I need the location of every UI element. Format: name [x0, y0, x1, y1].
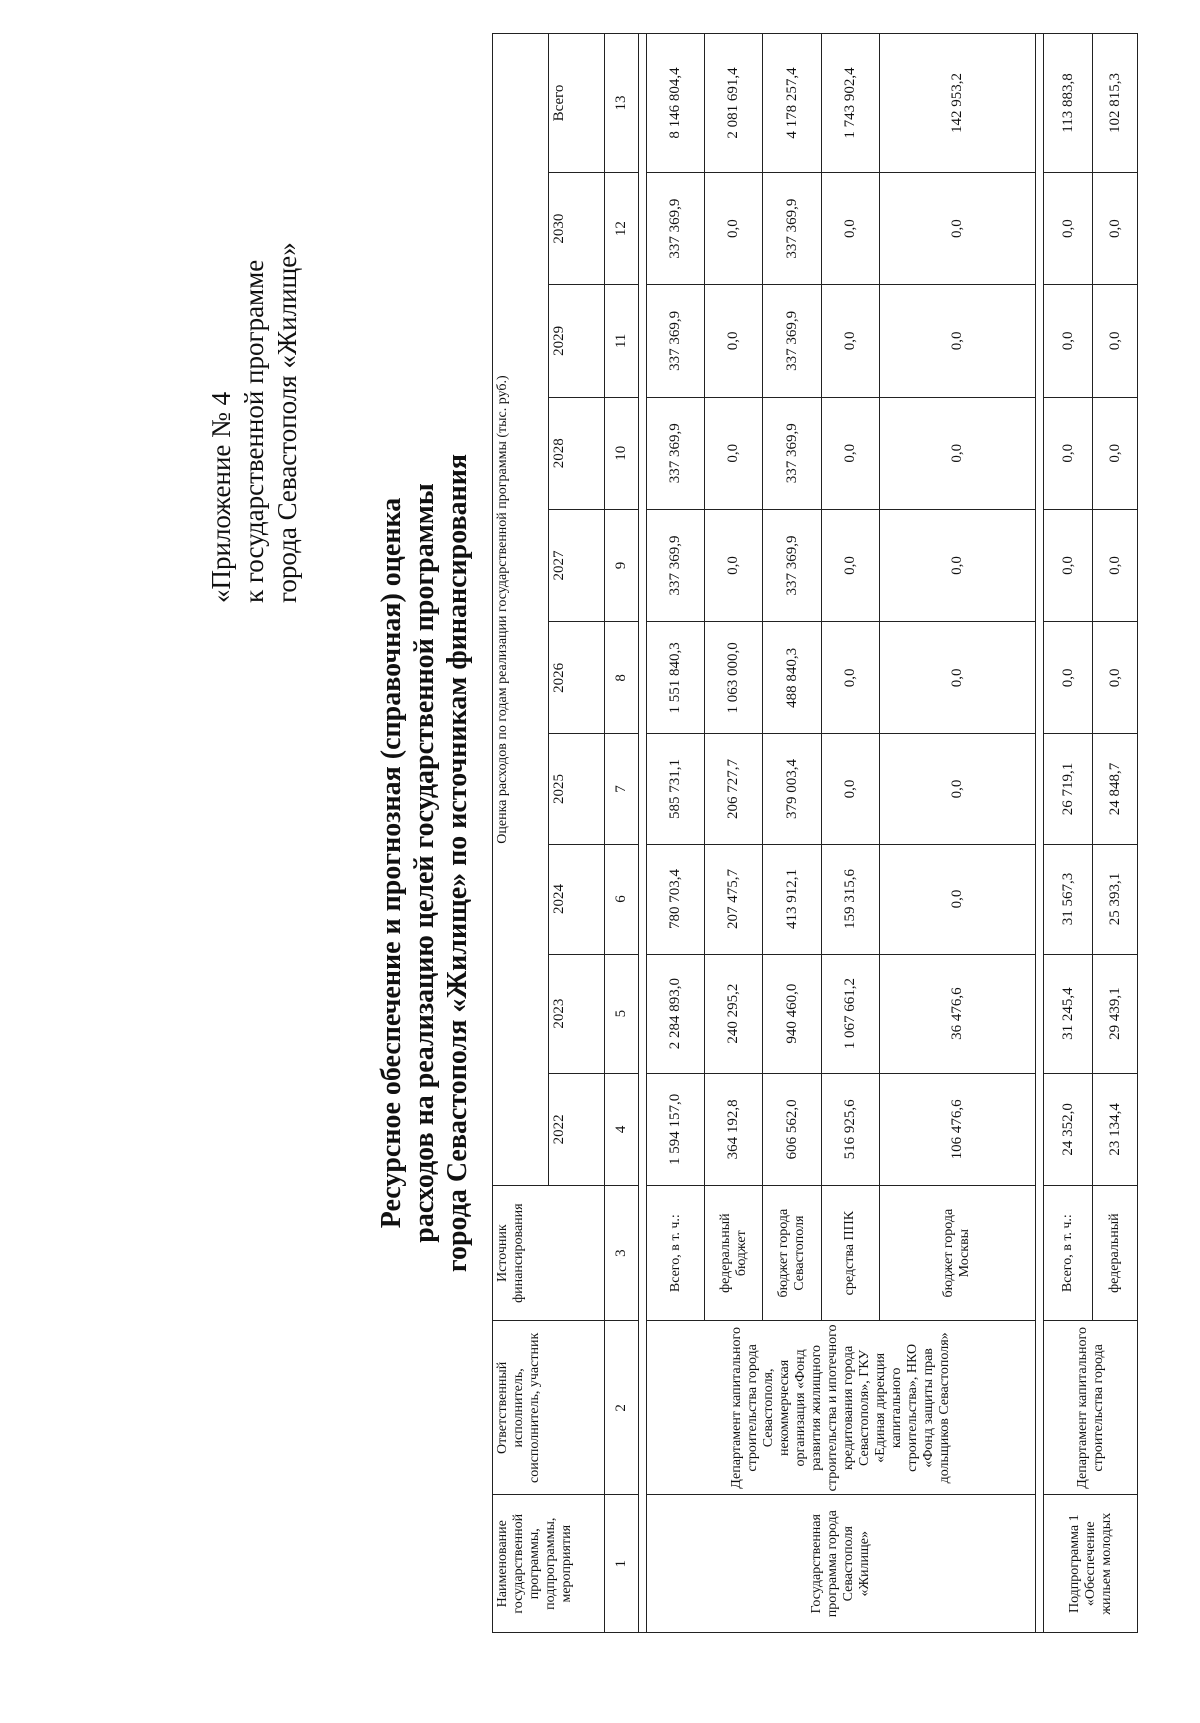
value-cell: 413 912,1 — [763, 844, 821, 954]
value-cell: 585 731,1 — [647, 734, 705, 844]
value-cell: 337 369,9 — [763, 509, 821, 621]
value-cell: 23 134,4 — [1093, 1073, 1138, 1185]
document-title — [375, 223, 474, 1503]
appendix-line-3: города Севастополя «Жилище» — [272, 242, 302, 603]
value-cell: 337 369,9 — [763, 397, 821, 509]
value-cell: 142 953,2 — [879, 34, 1035, 173]
column-index: 8 — [604, 622, 639, 734]
column-index: 9 — [604, 509, 639, 621]
header-executor: Ответственный исполнитель, соисполнитель, участник — [493, 1321, 605, 1495]
value-cell: 0,0 — [1044, 172, 1093, 284]
value-cell: 0,0 — [879, 397, 1035, 509]
column-index: 6 — [604, 844, 639, 954]
header-year: 2024 — [548, 844, 604, 954]
value-cell: 0,0 — [879, 844, 1035, 954]
value-cell: 1 551 840,3 — [647, 622, 705, 734]
value-cell: 0,0 — [821, 285, 879, 397]
appendix-line-2: к государственной программе — [239, 259, 269, 603]
header-year: 2026 — [548, 622, 604, 734]
title-line-2: расходов на реализацию целей государственной программы — [409, 483, 440, 1243]
value-cell: 337 369,9 — [763, 172, 821, 284]
separator-row — [639, 34, 647, 1633]
value-cell: 364 192,8 — [705, 1073, 763, 1185]
value-cell: 113 883,8 — [1044, 34, 1093, 173]
column-index: 11 — [604, 285, 639, 397]
value-cell: 0,0 — [821, 397, 879, 509]
column-index: 12 — [604, 172, 639, 284]
source-cell: федеральный бюджет — [705, 1186, 763, 1321]
column-index: 7 — [604, 734, 639, 844]
value-cell: 26 719,1 — [1044, 734, 1093, 844]
value-cell: 0,0 — [1093, 285, 1138, 397]
value-cell: 1 063 000,0 — [705, 622, 763, 734]
value-cell: 337 369,9 — [763, 285, 821, 397]
value-cell: 0,0 — [1044, 622, 1093, 734]
source-cell: Всего, в т. ч.: — [1044, 1186, 1093, 1321]
value-cell: 0,0 — [1044, 285, 1093, 397]
value-cell: 29 439,1 — [1093, 954, 1138, 1073]
value-cell: 337 369,9 — [647, 172, 705, 284]
value-cell: 0,0 — [879, 509, 1035, 621]
value-cell: 940 460,0 — [763, 954, 821, 1073]
source-cell: бюджет города Москвы — [879, 1186, 1035, 1321]
value-cell: 0,0 — [821, 172, 879, 284]
column-index: 10 — [604, 397, 639, 509]
value-cell: 24 848,7 — [1093, 734, 1138, 844]
value-cell: 0,0 — [1044, 509, 1093, 621]
value-cell: 31 245,4 — [1044, 954, 1093, 1073]
value-cell: 207 475,7 — [705, 844, 763, 954]
value-cell: 0,0 — [705, 509, 763, 621]
value-cell: 0,0 — [705, 172, 763, 284]
value-cell: 4 178 257,4 — [763, 34, 821, 173]
header-year: 2030 — [548, 172, 604, 284]
value-cell: 1 743 902,4 — [821, 34, 879, 173]
appendix-note — [205, 43, 304, 603]
header-total: Всего — [548, 34, 604, 173]
value-cell: 337 369,9 — [647, 509, 705, 621]
program-executor-cell: Департамент капитального строительства города Севастополя, некоммерческая организация «Фонд развития жилищного строительства и ипотечного кредитования города Севастополя», ГКУ «Единая дирекция капитального строительства», НКО «Фонд защиты прав дольщиков Севастополя» — [647, 1321, 1036, 1495]
title-line-1: Ресурсное обеспечение и прогнозная (справочная) оценка — [376, 497, 407, 1229]
value-cell: 24 352,0 — [1044, 1073, 1093, 1185]
subprogram-name-cell: Подпрограмма 1 «Обеспечение жильем молодых — [1044, 1495, 1138, 1633]
value-cell: 102 815,3 — [1093, 34, 1138, 173]
header-year: 2025 — [548, 734, 604, 844]
subprogram-executor-cell: Департамент капитального строительства города — [1044, 1321, 1138, 1495]
title-line-3: города Севастополя «Жилище» по источникам финансирования — [442, 453, 473, 1273]
header-year: 2027 — [548, 509, 604, 621]
header-program-name: Наименование государственной программы, подпрограммы, мероприятия — [493, 1495, 605, 1633]
table-row — [647, 34, 705, 1633]
column-index: 3 — [604, 1186, 639, 1321]
value-cell: 488 840,3 — [763, 622, 821, 734]
source-cell: Всего, в т. ч.: — [647, 1186, 705, 1321]
value-cell: 1 594 157,0 — [647, 1073, 705, 1185]
source-cell: федеральный — [1093, 1186, 1138, 1321]
value-cell: 0,0 — [821, 509, 879, 621]
value-cell: 0,0 — [705, 397, 763, 509]
value-cell: 106 476,6 — [879, 1073, 1035, 1185]
value-cell: 516 925,6 — [821, 1073, 879, 1185]
value-cell: 240 295,2 — [705, 954, 763, 1073]
program-name-cell: Государственная программа города Севастополя «Жилище» — [647, 1495, 1036, 1633]
value-cell: 8 146 804,4 — [647, 34, 705, 173]
header-year: 2029 — [548, 285, 604, 397]
financing-table-wrap — [492, 33, 1138, 1633]
value-cell: 780 703,4 — [647, 844, 705, 954]
value-cell: 379 003,4 — [763, 734, 821, 844]
value-cell: 0,0 — [1093, 397, 1138, 509]
value-cell: 0,0 — [1093, 622, 1138, 734]
header-row-1 — [493, 34, 549, 1633]
value-cell: 1 067 661,2 — [821, 954, 879, 1073]
column-index: 13 — [604, 34, 639, 173]
value-cell: 159 315,6 — [821, 844, 879, 954]
value-cell: 0,0 — [1093, 509, 1138, 621]
financing-table — [492, 33, 1138, 1633]
header-year: 2023 — [548, 954, 604, 1073]
value-cell: 0,0 — [879, 285, 1035, 397]
separator-row — [1036, 34, 1044, 1633]
column-index: 1 — [604, 1495, 639, 1633]
value-cell: 36 476,6 — [879, 954, 1035, 1073]
value-cell: 337 369,9 — [647, 397, 705, 509]
value-cell: 0,0 — [1093, 172, 1138, 284]
header-year: 2022 — [548, 1073, 604, 1185]
value-cell: 0,0 — [821, 734, 879, 844]
value-cell: 0,0 — [879, 734, 1035, 844]
column-index: 5 — [604, 954, 639, 1073]
value-cell: 0,0 — [705, 285, 763, 397]
value-cell: 206 727,7 — [705, 734, 763, 844]
column-index: 4 — [604, 1073, 639, 1185]
column-index-row — [604, 34, 639, 1633]
value-cell: 0,0 — [879, 172, 1035, 284]
column-index: 2 — [604, 1321, 639, 1495]
value-cell: 2 284 893,0 — [647, 954, 705, 1073]
header-year: 2028 — [548, 397, 604, 509]
value-cell: 25 393,1 — [1093, 844, 1138, 954]
value-cell: 606 562,0 — [763, 1073, 821, 1185]
header-source: Источник финансирования — [493, 1186, 605, 1321]
header-estimate-group: Оценка расходов по годам реализации государственной программы (тыс. руб.) — [493, 34, 549, 1186]
value-cell: 337 369,9 — [647, 285, 705, 397]
table-row — [1044, 34, 1093, 1633]
value-cell: 0,0 — [1044, 397, 1093, 509]
value-cell: 31 567,3 — [1044, 844, 1093, 954]
value-cell: 2 081 691,4 — [705, 34, 763, 173]
value-cell: 0,0 — [879, 622, 1035, 734]
appendix-line-1: «Приложение № 4 — [206, 391, 236, 603]
value-cell: 0,0 — [821, 622, 879, 734]
source-cell: средства ППК — [821, 1186, 879, 1321]
source-cell: бюджет города Севастополя — [763, 1186, 821, 1321]
